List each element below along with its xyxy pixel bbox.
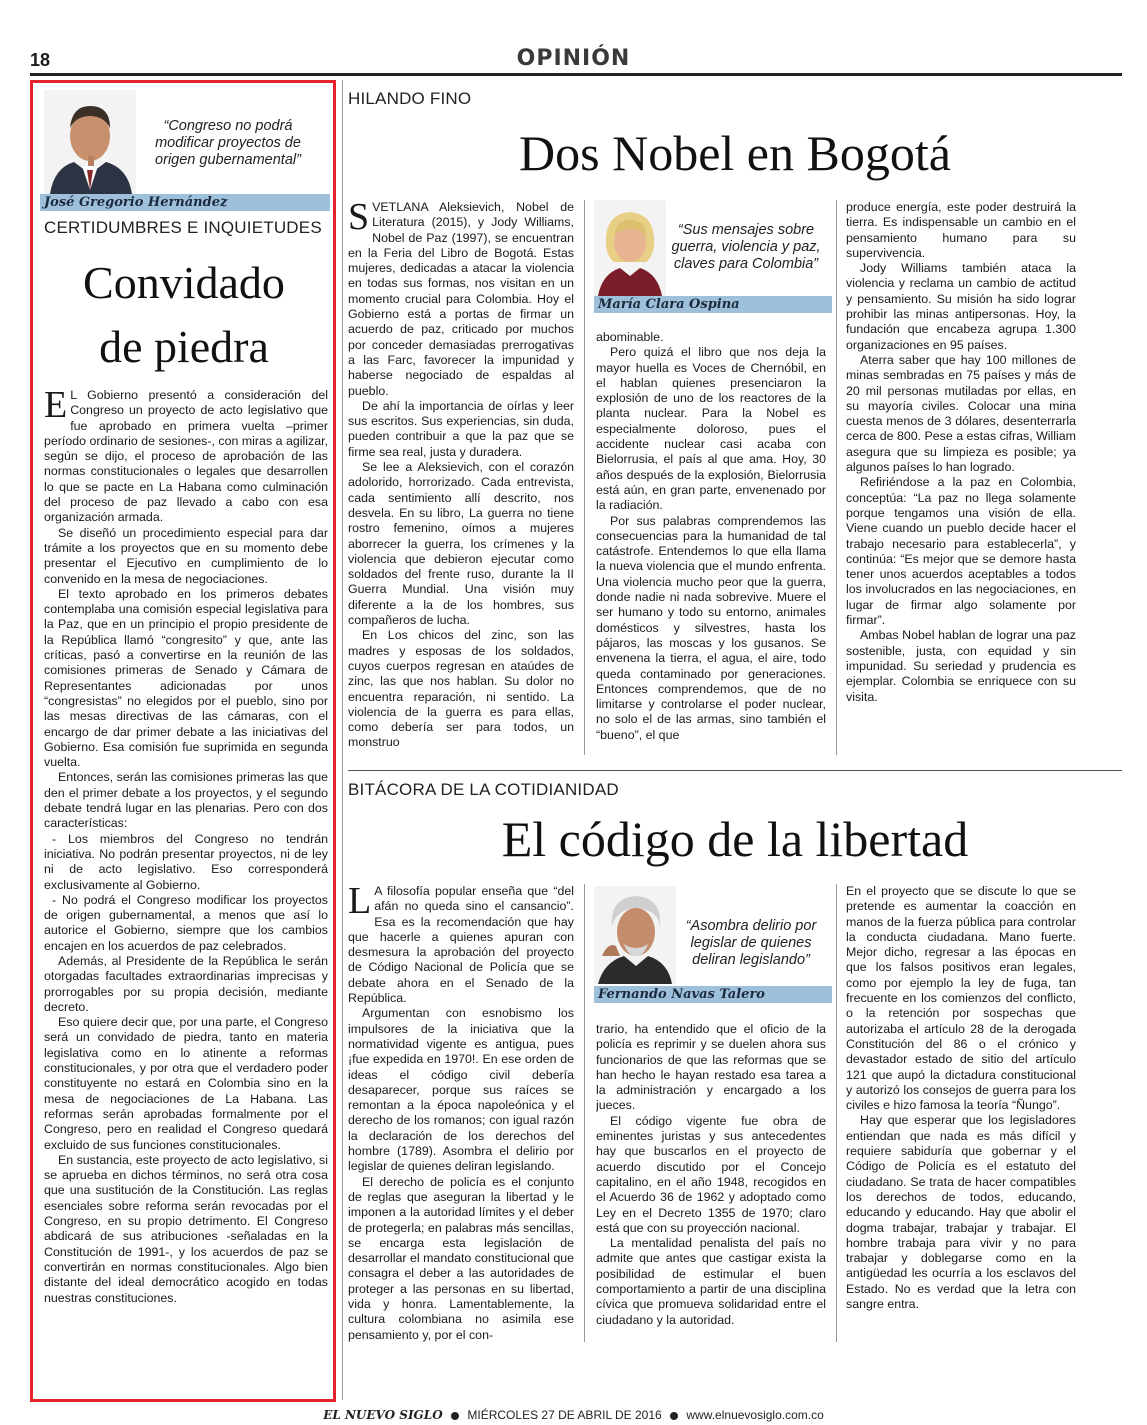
- paragraph: Jody Williams también ataca la violencia y reclama un cambio de actitud y pensamiento. Su misión ha sido lograr prohibir las minas antipersonas. Hoy, la fundación que encabeza agrupa 1.300 organizaciones en 95 países.: [846, 261, 1076, 352]
- paragraph: Eso quiere decir que, por una parte, el Congreso será un convidado de piedra, tanto en materia legislativa como en lo atinente a reformas constitucionales, y por otra que el verdadero poder constituyente no estará en Colombia sino en la mesa de negociaciones de La Habana. Las reformas serán aprobadas formalmente por el Congreso, pero en realidad el Congreso quedará excluido de sus funciones constitucionales.: [44, 1015, 328, 1152]
- paragraph: Refiriéndose a la paz en Colombia, conceptúa: “La paz no llega solamente porque tengamos una visión de ella. Viene cuando un pueblo decide hacer el trabajo necesario para establecerla”, y continúa: “Es mejor que se demore hasta tener unos acuerdos aceptables a todos los involucrados en las negociaciones, en lugar de firmar algo solamente por firmar”.: [846, 475, 1076, 628]
- headline-line-1: Convidado: [83, 257, 285, 308]
- section-title: OPINIÓN: [516, 46, 631, 71]
- page-number: 18: [30, 50, 51, 70]
- article-column-1: [348, 884, 574, 1342]
- page-footer: [0, 1408, 1147, 1422]
- paragraph: VETLANA Aleksievich, Nobel de Literatura (2015), y Jody Williams, Nobel de Paz (1997), se encuentran en la Feria del Libro de Bogotá. Estas mujeres, dedicadas a atacar la violencia en todas sus formas, nos visitan en un momento crucial para Colombia. Hoy el Gobierno está a portas de firmar un acuerdo de paz, criticado por muchos por conceder demasiadas prerrogativas a las Farc, favorecer la impunidad y haberse negociado de espaldas al pueblo.: [348, 200, 574, 398]
- author-name-band: Fernando Navas Talero: [594, 986, 832, 1003]
- paragraph: En Los chicos del zinc, son las madres y esposas de los soldados, cuyos cuerpos regresan en ataúdes de zinc, las que nos hablan. Su dolor no encuentra reparación, ni sentido. La violencia de la guerra es para ellas, como debería ser para todos, un monstruo: [348, 628, 574, 750]
- paragraph: abominable.: [596, 330, 664, 344]
- paragraph: - Los miembros del Congreso no tendrán iniciativa. No podrán presentar proyectos, ni de ley ni de acto legislativo. Eso corresponderá exclusivamente al Gobierno.: [44, 831, 328, 892]
- paragraph: La mentalidad penalista del país no admite que antes que castigar exista la posibilidad de estimular el buen comportamiento a partir de una disciplina cívica que promueva solidaridad entre el ciudadano y la autoridad.: [596, 1236, 826, 1327]
- paragraph: L Gobierno presentó a consideración del Congreso un proyecto de acto legislativo que fue aprobado en primera vuelta –primer período ordinario de sesiones-, con miras a agilizar, según se dijo, el proceso de aprobación de las normas constitucionales o legales que desarrollen lo que se pacte en La Habana como culminación del proceso de paz llevado a cabo con esa organización armada.: [44, 388, 328, 525]
- newspaper-brand: EL NUEVO SIGLO: [323, 1408, 443, 1422]
- paragraph: Pero quizá el libro que nos deja la mayor huella es Voces de Chernóbil, en el hablan quienes presenciaron la explosión de uno de los reactores de la planta nuclear. Para la Nobel es especialmente doloroso, pues el accidente nuclear casi acaba con Bielorrusia, el país al que ama. Hoy, 30 años después de la explosión, Bielorrusia está aún, en gran parte, envenenado por la radiación.: [596, 345, 826, 513]
- paragraph: Ambas Nobel hablan de lograr una paz sostenible, justa, con equidad y sin impunidad. Su seriedad y prudencia es ejemplar. Colombia se enriquece con su visita.: [846, 628, 1076, 704]
- article-column-2: [596, 330, 826, 755]
- column-separator: [836, 200, 837, 755]
- paragraph: Hay que esperar que los legisladores entiendan que nada es más difícil y requiere sabiduría que gobernar y el Código de Policía es el estatuto del ciudadano. Se trata de hacer compatibles los derechos de todos, educando, educando y educando. Hay que abolir el dogma trabajar, trabajar y trabajar. El hombre trabaja para vivir y no para trabajar y doblegarse como en la antigüedad les ocurría a los esclavos del Estado. No es verdad que la letra con sangre entra.: [846, 1113, 1076, 1312]
- author-photo-jose-gregorio: [44, 90, 136, 194]
- website-url[interactable]: www.elnuevosiglo.com.co: [686, 1408, 824, 1422]
- author-photo-fernando-navas: [594, 886, 676, 984]
- paragraph: El texto aprobado en los primeros debates contemplaba una comisión especial legislativa para la Paz, que en un principio el propio presidente de la República llamó “congresito” y que, ante las críticas, pasó a convertirse en la reunión de las comisiones primeras de Senado y Cámara de Representantes adicionadas por unos “congresistas” no elegidos por el pueblo, sino por las mesas directivas de las cámaras, con el encargo de dar primer debate a las iniciativas del Gobierno. Esa comisión fue suprimida en segunda vuelta.: [44, 586, 328, 770]
- paragraph: produce energía, este poder destruirá la tierra. Es indispensable un cambio en el pensamiento humano para su supervivencia.: [846, 200, 1076, 260]
- article-headline: El código de la libertad: [501, 811, 969, 867]
- paragraph: Aterra saber que hay 100 millones de minas sembradas en 75 países y más de 20 mil personas mutiladas por ellas, en su mayoría civiles. Colocar una mina cuesta menos de 3 dólares, desenterrarla cerca de 800. Pese a estas cifras, William asegura que su limpieza es posible; ya algunos países lo han logrado.: [846, 352, 1076, 475]
- paragraph: Entonces, serán las comisiones primeras las que den el primer debate a los proyectos, y el segundo debate tendrá lugar en las plenarias. Pero con dos características:: [44, 770, 328, 831]
- column-separator: [342, 80, 343, 1400]
- article-headline: Dos Nobel en Bogotá: [519, 125, 951, 181]
- headline-line-2: de piedra: [99, 321, 269, 372]
- top-rule: [30, 73, 1122, 76]
- article-column-3: [846, 200, 1076, 755]
- column-separator: [836, 884, 837, 1342]
- issue-date: MIÉRCOLES 27 DE ABRIL DE 2016: [467, 1408, 662, 1422]
- paragraph: A filosofía popular enseña que “del afán no queda sino el cansancio”. Esa es la recomendación que hay que hacerle a quienes apuran con desmesura la aprobación del proyecto de Código Nacional de Policía que se debate ahora en el Senado de la República.: [348, 884, 574, 1006]
- paragraph: - No podrá el Congreso modificar los proyectos de origen gubernamental, a menos que así lo autorice el Gobierno, siempre que los cambios encajen en los acuerdos de paz celebrados.: [44, 892, 328, 953]
- bullet-icon: [451, 1412, 459, 1420]
- author-name-band: María Clara Ospina: [594, 296, 832, 313]
- paragraph: Se lee a Aleksievich, con el corazón adolorido, horrorizado. Cada entrevista, cada sentimiento allí descrito, nos desvela. En su libro, La guerra no tiene rostro femenino, oímos a mujeres aborrecer la guerra, los crímenes y la violencia que debieron ejecutar como soldados del frente ruso, durante la II Guerra Mundial. Una visión muy diferente a la de los hombres, sus compañeros de lucha.: [348, 460, 574, 628]
- bullet-icon: [670, 1412, 678, 1420]
- article-column-2: [596, 1022, 826, 1342]
- column-separator: [584, 884, 585, 1342]
- drop-cap: S: [348, 200, 370, 238]
- paragraph: El código vigente fue obra de eminentes juristas y sus antecedentes hay que buscarlos en el proyecto de acuerdo discutido por el Concejo capitalino, en el año 1948, recogidos en el Acuerdo 36 de 1962 y adoptado como Ley en el Decreto 1355 de 1970; claro está que con su proyección nacional.: [596, 1113, 826, 1235]
- pull-quote: “Sus mensajes sobre guerra, violencia y paz, claves para Colombia”: [671, 222, 821, 272]
- paragraph: En sustancia, este proyecto de acto legislativo, si se aprueba en dichos términos, no será otra cosa que una sustitución de la Constitución. Las reglas esenciales sobre reforma serán revocadas por el Congreso, en su propio detrimento. El Congreso abdicará de sus atribuciones -señaladas en la Constitución de 1991-, y los acuerdos de paz se convertirán en normas constitucionales. Algo bien distante del ideal democrático acogido en todas nuestras constituciones.: [44, 1152, 328, 1305]
- drop-cap: L: [348, 884, 372, 922]
- paragraph: Se diseñó un procedimiento especial para dar trámite a los proyectos que en su momento debe presentar el Ejecutivo en cumplimiento de lo convenido en la mesa de negociaciones.: [44, 525, 328, 586]
- article-column-3: [846, 884, 1076, 1342]
- paragraph: El derecho de policía es el conjunto de reglas que aseguran la libertad y le imponen a la autoridad límites y el deber de protegerla; en palabras más sencillas, se encarga esta legislación de desarrollar el mandato constitucional que consagra el deber a las autoridades de proteger a las personas en su libertad, vida y honra. Lamentablemente, la cultura colombiana no asimila ese pensamiento y, por el con-: [348, 1174, 574, 1342]
- paragraph: Además, al Presidente de la República le serán otorgadas facultades extraordinarias imprecisas y prorrogables por su propia decisión, mediante decreto.: [44, 953, 328, 1014]
- paragraph: trario, ha entendido que el oficio de la policía es reprimir y se duelen ahora sus funcionarios de que las reformas que se han hecho le hayan restado esa tarea a la administración y encargado a los jueces.: [596, 1022, 826, 1113]
- author-photo-maria-clara: [594, 200, 666, 296]
- article-kicker: BITÁCORA DE LA COTIDIANIDAD: [348, 780, 619, 799]
- paragraph: De ahí la importancia de oírlas y leer sus escritos. Sus experiencias, sin duda, pueden contribuir a que la paz que se firme sea real, justa y duradera.: [348, 398, 574, 459]
- article-divider: [348, 770, 1122, 771]
- column-kicker: CERTIDUMBRES E INQUIETUDES: [44, 218, 322, 237]
- article-kicker: HILANDO FINO: [348, 89, 472, 108]
- pull-quote: “Asombra delirio por legislar de quienes deliran legislando”: [685, 918, 817, 968]
- drop-cap: E: [44, 388, 68, 426]
- paragraph: Por sus palabras comprendemos las consecuencias para la humanidad de tal catástrofe. Entendemos lo que ella llama la nueva violencia que el mundo enfrenta. Una violencia mucho peor que la guerra, donde nadie ni nada sobrevive. Muere el ser humano y todo su entorno, animales domésticos y silvestres, hasta los pájaros, las moscas y los gusanos. Se envenena la tierra, el agua, el aire, todo queda contaminado por generaciones. Entonces comprendemos, que de no limitarse y controlarse el poder nuclear, no solo el de las armas, sino también el “bueno”, el que: [596, 513, 826, 742]
- paragraph: Argumentan con esnobismo los impulsores de la iniciativa que la normatividad vigente es antigua, pues ¡fue expedida en 1970!. En ese orden de ideas el código civil debería desaparecer, porque sus raíces se remontan a la época napoleónica y el derecho de los romanos; con igual razón la declaración de los derechos del hombre (1789). Asombra el delirio por legislar de quienes deliran legislando.: [348, 1006, 574, 1174]
- pull-quote: “Congreso no podrá modificar proyectos de origen gubernamental”: [155, 118, 301, 168]
- column-separator: [584, 200, 585, 755]
- author-name-band: José Gregorio Hernández: [40, 194, 330, 211]
- paragraph: En el proyecto que se discute lo que se pretende es aumentar la coacción en manos de la fuerza pública para controlar la conducta ciudadana. Mano fuerte. Mejor dicho, regresar a las épocas en que los falsos positivos eran legales, como por ejemplo la ley de fuga, tan frecuente en los comienzos del conflicto, o la retención por sospechas que autorizaba el artículo 28 de la derogada Constitución del 86 o el crónico y devastador estado de sitio del artículo 121 que aupó la dictadura constitucional y autorizó los consejos de guerra para los civiles e hizo famosa la teoría “Ñungo”.: [846, 884, 1076, 1113]
- article-body-left: [44, 388, 328, 1398]
- article-column-1: [348, 200, 574, 755]
